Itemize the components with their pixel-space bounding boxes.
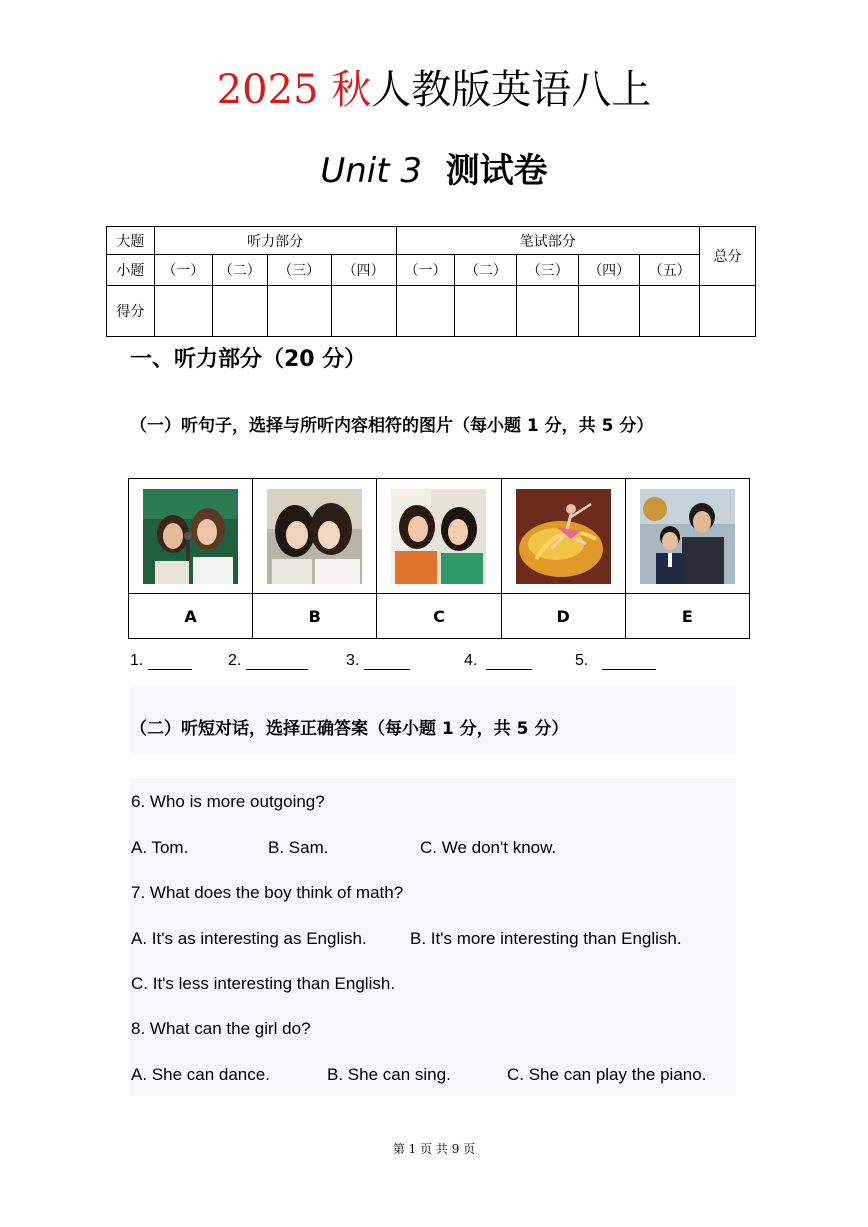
score-cell[interactable] [700,286,756,337]
document-subtitle [0,148,868,194]
writing-part: （四） [579,255,640,286]
girls-laughing-image [391,489,486,584]
writing-header: 笔试部分 [396,227,700,255]
picture-cell [377,479,501,594]
answer-blanks [130,652,750,676]
girls-singing-image [143,489,238,584]
ballet-dancer-image [516,489,611,584]
title-year: 2025 秋 [216,67,372,113]
question-option[interactable]: C. She can play the piano. [507,1065,707,1084]
section-title-listening: 一、听力部分（20 分） [130,347,367,372]
picture-label: A [129,594,253,639]
question-option[interactable]: B. She can sing. [327,1065,451,1084]
question-stem: 7. What does the boy think of math? [131,883,404,902]
listening-part: （三） [267,255,331,286]
subtitle-text: 测试卷 [445,151,548,191]
page-footer: 第 1 页 共 9 页 [392,1142,476,1156]
picture-cell [625,479,749,594]
question-option[interactable]: B. Sam. [268,838,329,857]
picture-label: E [625,594,749,639]
part1-title: （一）听句子，选择与所听内容相符的图片（每小题 1 分，共 5 分） [130,416,654,436]
question-option[interactable]: B. It's more interesting than English. [410,929,682,948]
picture-cell [253,479,377,594]
picture-label: D [501,594,625,639]
question-option[interactable]: C. It's less interesting than English. [131,974,396,993]
picture-cell [501,479,625,594]
listening-part: （四） [331,255,396,286]
score-cell[interactable] [396,286,455,337]
answer-blank[interactable] [575,652,656,670]
score-cell[interactable] [331,286,396,337]
title-text: 人教版英语八上 [371,67,652,113]
answer-blank[interactable] [228,652,308,670]
writing-part: （三） [517,255,579,286]
answer-blank[interactable] [464,652,532,670]
document-title [0,64,868,116]
question-option[interactable]: C. We don't know. [420,838,557,857]
question-option[interactable]: A. Tom. [131,838,189,857]
question-option[interactable]: A. It's as interesting as English. [131,929,367,948]
score-cell[interactable] [212,286,267,337]
listening-part: （一） [154,255,212,286]
question-stem: 6. Who is more outgoing? [131,792,325,811]
blank-number: 5. [575,652,589,669]
score-table [106,226,756,337]
two-boys-image [640,489,735,584]
writing-part: （五） [640,255,700,286]
writing-part: （一） [396,255,455,286]
blank-number: 2. [228,652,242,669]
score-cell[interactable] [455,286,517,337]
picture-table [128,478,750,639]
score-cell[interactable] [640,286,700,337]
writing-part: （二） [455,255,517,286]
score-cell[interactable] [517,286,579,337]
score-cell[interactable] [579,286,640,337]
score-cell[interactable] [154,286,212,337]
subtitle-unit: Unit 3 [320,151,422,191]
answer-blank[interactable] [130,652,192,670]
score-cell[interactable] [267,286,331,337]
listening-part: （二） [212,255,267,286]
listening-header: 听力部分 [154,227,396,255]
answer-blank[interactable] [346,652,410,670]
score-row-label: 大题 [107,227,155,255]
question-stem: 8. What can the girl do? [131,1019,311,1038]
picture-label: C [377,594,501,639]
girls-looking-down-image [267,489,362,584]
part2-title: （二）听短对话，选择正确答案（每小题 1 分，共 5 分） [130,719,569,739]
blank-number: 1. [130,652,144,669]
blank-number: 4. [464,652,478,669]
total-header: 总分 [700,227,756,286]
score-row-label: 小题 [107,255,155,286]
question-option[interactable]: A. She can dance. [131,1065,270,1084]
blank-number: 3. [346,652,360,669]
picture-label: B [253,594,377,639]
score-row-label: 得分 [107,286,155,337]
picture-cell [129,479,253,594]
